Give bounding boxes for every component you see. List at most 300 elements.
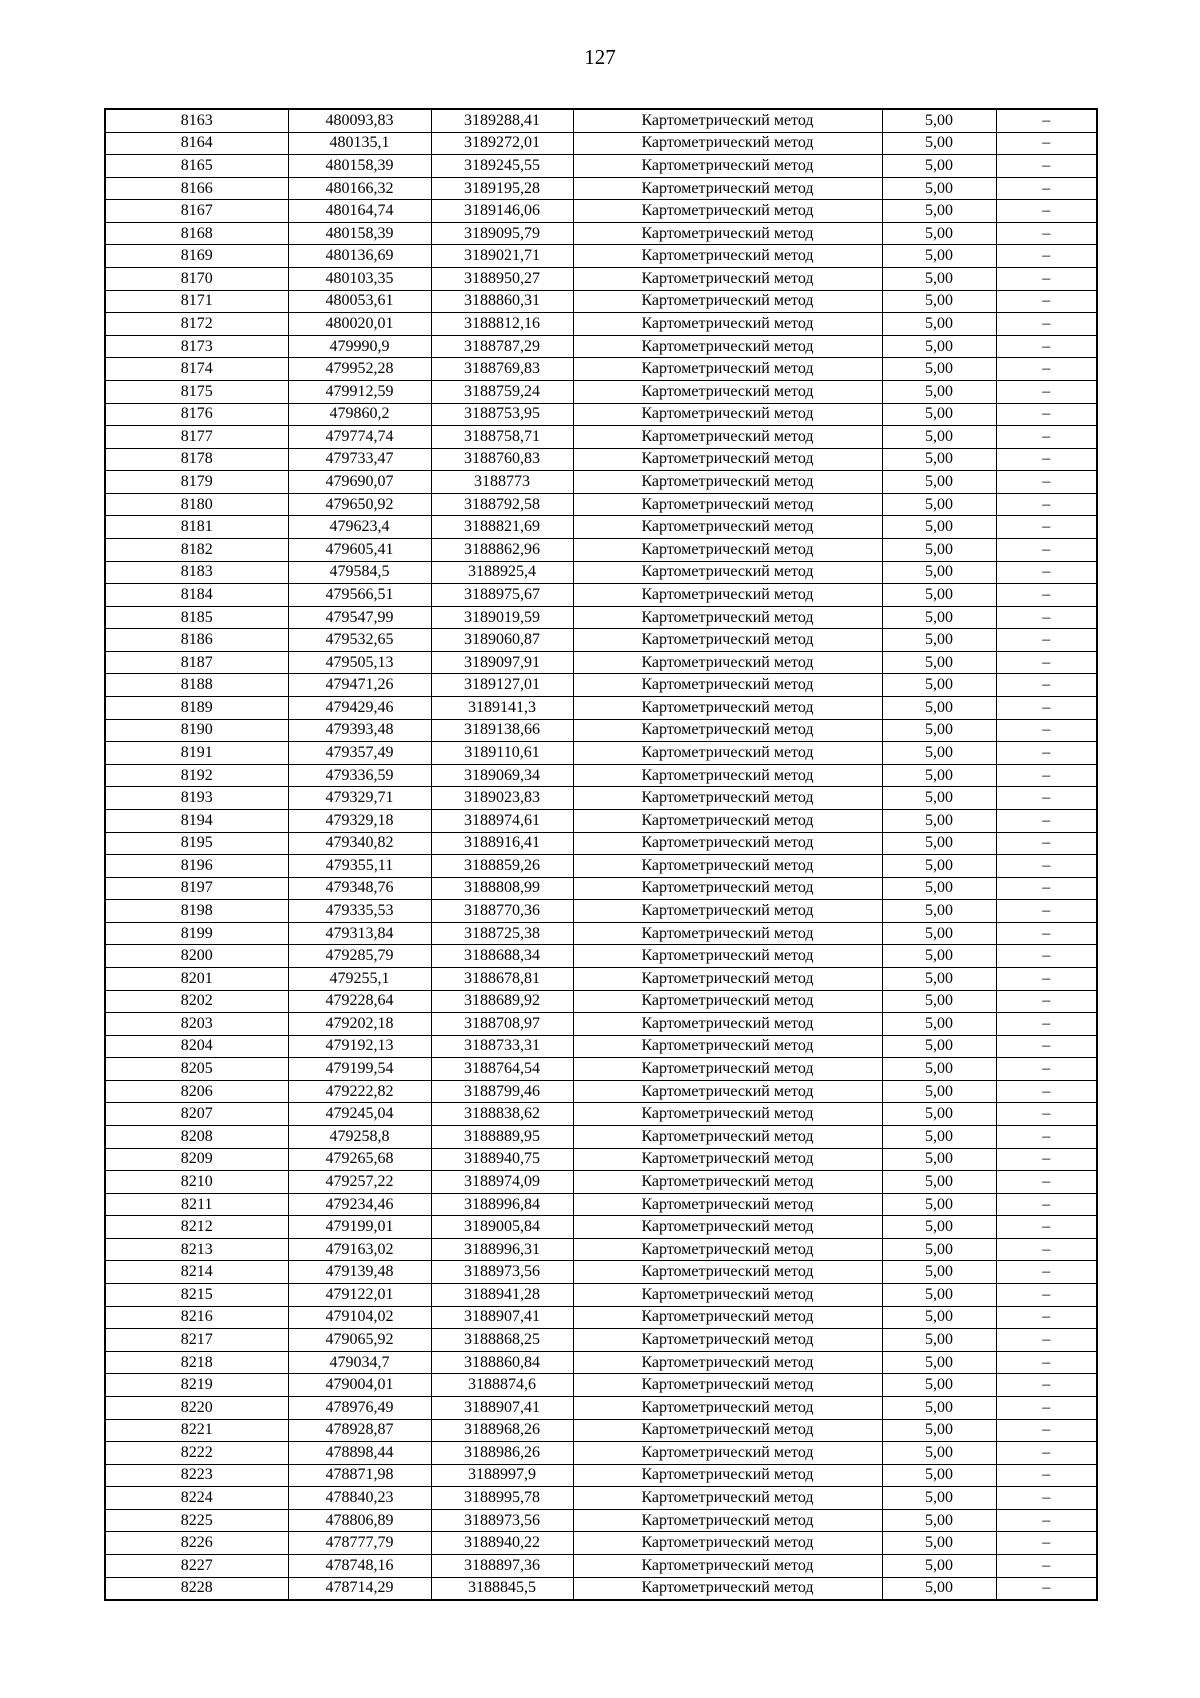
table-row [105, 516, 1097, 539]
point-number-cell: 8174 [105, 358, 288, 381]
x-coordinate-cell: 480103,35 [288, 268, 431, 291]
description-cell: – [996, 1126, 1097, 1149]
coordinates-table [104, 108, 1098, 1601]
y-coordinate-cell: 3188733,31 [431, 1035, 573, 1058]
accuracy-cell: 5,00 [882, 380, 996, 403]
accuracy-cell: 5,00 [882, 1080, 996, 1103]
point-number-cell: 8176 [105, 403, 288, 426]
table-row [105, 584, 1097, 607]
point-number-cell: 8226 [105, 1532, 288, 1555]
method-cell: Картометрический метод [573, 561, 882, 584]
point-number-cell: 8167 [105, 200, 288, 223]
y-coordinate-cell: 3188925,4 [431, 561, 573, 584]
method-cell: Картометрический метод [573, 1035, 882, 1058]
table-row [105, 1374, 1097, 1397]
method-cell: Картометрический метод [573, 719, 882, 742]
table-row [105, 1329, 1097, 1352]
description-cell: – [996, 877, 1097, 900]
point-number-cell: 8209 [105, 1148, 288, 1171]
y-coordinate-cell: 3189023,83 [431, 787, 573, 810]
method-cell: Картометрический метод [573, 651, 882, 674]
x-coordinate-cell: 479199,54 [288, 1058, 431, 1081]
x-coordinate-cell: 480093,83 [288, 109, 431, 132]
description-cell: – [996, 651, 1097, 674]
table-row [105, 1419, 1097, 1442]
accuracy-cell: 5,00 [882, 719, 996, 742]
method-cell: Картометрический метод [573, 493, 882, 516]
accuracy-cell: 5,00 [882, 606, 996, 629]
x-coordinate-cell: 480166,32 [288, 177, 431, 200]
y-coordinate-cell: 3188821,69 [431, 516, 573, 539]
y-coordinate-cell: 3188916,41 [431, 832, 573, 855]
method-cell: Картометрический метод [573, 1171, 882, 1194]
table-row [105, 697, 1097, 720]
point-number-cell: 8165 [105, 155, 288, 178]
description-cell: – [996, 245, 1097, 268]
y-coordinate-cell: 3188968,26 [431, 1419, 573, 1442]
description-cell: – [996, 448, 1097, 471]
description-cell: – [996, 471, 1097, 494]
table-row [105, 719, 1097, 742]
point-number-cell: 8166 [105, 177, 288, 200]
method-cell: Картометрический метод [573, 674, 882, 697]
x-coordinate-cell: 480164,74 [288, 200, 431, 223]
x-coordinate-cell: 479566,51 [288, 584, 431, 607]
table-row [105, 967, 1097, 990]
point-number-cell: 8172 [105, 313, 288, 336]
description-cell: – [996, 742, 1097, 765]
y-coordinate-cell: 3188995,78 [431, 1487, 573, 1510]
x-coordinate-cell: 479034,7 [288, 1351, 431, 1374]
accuracy-cell: 5,00 [882, 109, 996, 132]
description-cell: – [996, 1509, 1097, 1532]
description-cell: – [996, 380, 1097, 403]
x-coordinate-cell: 479335,53 [288, 900, 431, 923]
description-cell: – [996, 1351, 1097, 1374]
table-row [105, 155, 1097, 178]
x-coordinate-cell: 480158,39 [288, 222, 431, 245]
point-number-cell: 8190 [105, 719, 288, 742]
description-cell: – [996, 1419, 1097, 1442]
description-cell: – [996, 493, 1097, 516]
table-row [105, 1171, 1097, 1194]
point-number-cell: 8213 [105, 1238, 288, 1261]
accuracy-cell: 5,00 [882, 1351, 996, 1374]
x-coordinate-cell: 479429,46 [288, 697, 431, 720]
accuracy-cell: 5,00 [882, 1419, 996, 1442]
description-cell: – [996, 1035, 1097, 1058]
x-coordinate-cell: 478748,16 [288, 1555, 431, 1578]
method-cell: Картометрический метод [573, 742, 882, 765]
point-number-cell: 8206 [105, 1080, 288, 1103]
x-coordinate-cell: 479340,82 [288, 832, 431, 855]
table-row [105, 1013, 1097, 1036]
accuracy-cell: 5,00 [882, 990, 996, 1013]
table-row [105, 268, 1097, 291]
description-cell: – [996, 290, 1097, 313]
accuracy-cell: 5,00 [882, 222, 996, 245]
method-cell: Картометрический метод [573, 1464, 882, 1487]
method-cell: Картометрический метод [573, 380, 882, 403]
point-number-cell: 8222 [105, 1442, 288, 1465]
method-cell: Картометрический метод [573, 403, 882, 426]
accuracy-cell: 5,00 [882, 245, 996, 268]
table-row [105, 1351, 1097, 1374]
method-cell: Картометрический метод [573, 1577, 882, 1600]
x-coordinate-cell: 479163,02 [288, 1238, 431, 1261]
y-coordinate-cell: 3188769,83 [431, 358, 573, 381]
x-coordinate-cell: 479122,01 [288, 1284, 431, 1307]
y-coordinate-cell: 3189069,34 [431, 764, 573, 787]
page-number: 127 [584, 45, 616, 69]
y-coordinate-cell: 3189005,84 [431, 1216, 573, 1239]
method-cell: Картометрический метод [573, 1487, 882, 1510]
y-coordinate-cell: 3188889,95 [431, 1126, 573, 1149]
y-coordinate-cell: 3188950,27 [431, 268, 573, 291]
x-coordinate-cell: 479733,47 [288, 448, 431, 471]
x-coordinate-cell: 479690,07 [288, 471, 431, 494]
method-cell: Картометрический метод [573, 855, 882, 878]
accuracy-cell: 5,00 [882, 561, 996, 584]
accuracy-cell: 5,00 [882, 1261, 996, 1284]
x-coordinate-cell: 478840,23 [288, 1487, 431, 1510]
point-number-cell: 8177 [105, 426, 288, 449]
point-number-cell: 8218 [105, 1351, 288, 1374]
table-row [105, 1532, 1097, 1555]
accuracy-cell: 5,00 [882, 426, 996, 449]
y-coordinate-cell: 3189245,55 [431, 155, 573, 178]
description-cell: – [996, 900, 1097, 923]
method-cell: Картометрический метод [573, 222, 882, 245]
method-cell: Картометрический метод [573, 1126, 882, 1149]
x-coordinate-cell: 479192,13 [288, 1035, 431, 1058]
method-cell: Картометрический метод [573, 809, 882, 832]
x-coordinate-cell: 478806,89 [288, 1509, 431, 1532]
accuracy-cell: 5,00 [882, 538, 996, 561]
accuracy-cell: 5,00 [882, 900, 996, 923]
description-cell: – [996, 584, 1097, 607]
description-cell: – [996, 1193, 1097, 1216]
point-number-cell: 8228 [105, 1577, 288, 1600]
y-coordinate-cell: 3188997,9 [431, 1464, 573, 1487]
method-cell: Картометрический метод [573, 1396, 882, 1419]
method-cell: Картометрический метод [573, 832, 882, 855]
point-number-cell: 8189 [105, 697, 288, 720]
y-coordinate-cell: 3188974,09 [431, 1171, 573, 1194]
table-row [105, 1577, 1097, 1600]
x-coordinate-cell: 479199,01 [288, 1216, 431, 1239]
description-cell: – [996, 177, 1097, 200]
point-number-cell: 8214 [105, 1261, 288, 1284]
table-row [105, 832, 1097, 855]
description-cell: – [996, 1216, 1097, 1239]
x-coordinate-cell: 479605,41 [288, 538, 431, 561]
y-coordinate-cell: 3188874,6 [431, 1374, 573, 1397]
y-coordinate-cell: 3188760,83 [431, 448, 573, 471]
y-coordinate-cell: 3189127,01 [431, 674, 573, 697]
method-cell: Картометрический метод [573, 538, 882, 561]
accuracy-cell: 5,00 [882, 1035, 996, 1058]
y-coordinate-cell: 3188753,95 [431, 403, 573, 426]
point-number-cell: 8170 [105, 268, 288, 291]
accuracy-cell: 5,00 [882, 809, 996, 832]
y-coordinate-cell: 3188845,5 [431, 1577, 573, 1600]
x-coordinate-cell: 478871,98 [288, 1464, 431, 1487]
point-number-cell: 8178 [105, 448, 288, 471]
description-cell: – [996, 132, 1097, 155]
x-coordinate-cell: 479774,74 [288, 426, 431, 449]
x-coordinate-cell: 479065,92 [288, 1329, 431, 1352]
x-coordinate-cell: 479202,18 [288, 1013, 431, 1036]
table-row [105, 109, 1097, 132]
accuracy-cell: 5,00 [882, 1103, 996, 1126]
accuracy-cell: 5,00 [882, 516, 996, 539]
table-row [105, 855, 1097, 878]
point-number-cell: 8186 [105, 629, 288, 652]
method-cell: Картометрический метод [573, 1238, 882, 1261]
description-cell: – [996, 155, 1097, 178]
description-cell: – [996, 1577, 1097, 1600]
accuracy-cell: 5,00 [882, 1329, 996, 1352]
y-coordinate-cell: 3188758,71 [431, 426, 573, 449]
table-row [105, 1442, 1097, 1465]
accuracy-cell: 5,00 [882, 697, 996, 720]
description-cell: – [996, 719, 1097, 742]
y-coordinate-cell: 3188770,36 [431, 900, 573, 923]
x-coordinate-cell: 478898,44 [288, 1442, 431, 1465]
accuracy-cell: 5,00 [882, 945, 996, 968]
table-row [105, 1555, 1097, 1578]
x-coordinate-cell: 479357,49 [288, 742, 431, 765]
point-number-cell: 8203 [105, 1013, 288, 1036]
method-cell: Картометрический метод [573, 945, 882, 968]
y-coordinate-cell: 3188708,97 [431, 1013, 573, 1036]
y-coordinate-cell: 3188860,84 [431, 1351, 573, 1374]
method-cell: Картометрический метод [573, 1284, 882, 1307]
accuracy-cell: 5,00 [882, 1487, 996, 1510]
table-row [105, 1148, 1097, 1171]
table-row [105, 1216, 1097, 1239]
y-coordinate-cell: 3189021,71 [431, 245, 573, 268]
method-cell: Картометрический метод [573, 584, 882, 607]
accuracy-cell: 5,00 [882, 855, 996, 878]
accuracy-cell: 5,00 [882, 629, 996, 652]
accuracy-cell: 5,00 [882, 1148, 996, 1171]
table-row [105, 900, 1097, 923]
accuracy-cell: 5,00 [882, 764, 996, 787]
y-coordinate-cell: 3189141,3 [431, 697, 573, 720]
accuracy-cell: 5,00 [882, 832, 996, 855]
table-row [105, 1261, 1097, 1284]
x-coordinate-cell: 480020,01 [288, 313, 431, 336]
accuracy-cell: 5,00 [882, 1238, 996, 1261]
accuracy-cell: 5,00 [882, 674, 996, 697]
method-cell: Картометрический метод [573, 697, 882, 720]
point-number-cell: 8188 [105, 674, 288, 697]
point-number-cell: 8215 [105, 1284, 288, 1307]
x-coordinate-cell: 478777,79 [288, 1532, 431, 1555]
method-cell: Картометрический метод [573, 1419, 882, 1442]
accuracy-cell: 5,00 [882, 1396, 996, 1419]
y-coordinate-cell: 3189288,41 [431, 109, 573, 132]
accuracy-cell: 5,00 [882, 358, 996, 381]
table-row [105, 787, 1097, 810]
method-cell: Картометрический метод [573, 1058, 882, 1081]
table-row [105, 809, 1097, 832]
description-cell: – [996, 516, 1097, 539]
description-cell: – [996, 1148, 1097, 1171]
method-cell: Картометрический метод [573, 1329, 882, 1352]
table-row [105, 1035, 1097, 1058]
method-cell: Картометрический метод [573, 313, 882, 336]
method-cell: Картометрический метод [573, 922, 882, 945]
y-coordinate-cell: 3189272,01 [431, 132, 573, 155]
accuracy-cell: 5,00 [882, 967, 996, 990]
y-coordinate-cell: 3188678,81 [431, 967, 573, 990]
x-coordinate-cell: 479336,59 [288, 764, 431, 787]
method-cell: Картометрический метод [573, 177, 882, 200]
point-number-cell: 8169 [105, 245, 288, 268]
y-coordinate-cell: 3188792,58 [431, 493, 573, 516]
table-row [105, 945, 1097, 968]
accuracy-cell: 5,00 [882, 448, 996, 471]
table-row [105, 877, 1097, 900]
point-number-cell: 8205 [105, 1058, 288, 1081]
accuracy-cell: 5,00 [882, 1284, 996, 1307]
x-coordinate-cell: 479355,11 [288, 855, 431, 878]
table-row [105, 629, 1097, 652]
x-coordinate-cell: 480135,1 [288, 132, 431, 155]
point-number-cell: 8195 [105, 832, 288, 855]
point-number-cell: 8197 [105, 877, 288, 900]
method-cell: Картометрический метод [573, 900, 882, 923]
point-number-cell: 8212 [105, 1216, 288, 1239]
y-coordinate-cell: 3188940,75 [431, 1148, 573, 1171]
description-cell: – [996, 787, 1097, 810]
point-number-cell: 8171 [105, 290, 288, 313]
table-row [105, 313, 1097, 336]
y-coordinate-cell: 3188838,62 [431, 1103, 573, 1126]
method-cell: Картометрический метод [573, 245, 882, 268]
x-coordinate-cell: 479393,48 [288, 719, 431, 742]
method-cell: Картометрический метод [573, 1193, 882, 1216]
point-number-cell: 8180 [105, 493, 288, 516]
description-cell: – [996, 403, 1097, 426]
method-cell: Картометрический метод [573, 1532, 882, 1555]
description-cell: – [996, 200, 1097, 223]
table-row [105, 403, 1097, 426]
point-number-cell: 8182 [105, 538, 288, 561]
description-cell: – [996, 922, 1097, 945]
y-coordinate-cell: 3188688,34 [431, 945, 573, 968]
y-coordinate-cell: 3189138,66 [431, 719, 573, 742]
point-number-cell: 8192 [105, 764, 288, 787]
x-coordinate-cell: 479860,2 [288, 403, 431, 426]
description-cell: – [996, 1464, 1097, 1487]
description-cell: – [996, 809, 1097, 832]
table-row [105, 1487, 1097, 1510]
accuracy-cell: 5,00 [882, 1577, 996, 1600]
x-coordinate-cell: 479255,1 [288, 967, 431, 990]
point-number-cell: 8221 [105, 1419, 288, 1442]
x-coordinate-cell: 479471,26 [288, 674, 431, 697]
method-cell: Картометрический метод [573, 967, 882, 990]
description-cell: – [996, 538, 1097, 561]
x-coordinate-cell: 479990,9 [288, 335, 431, 358]
method-cell: Картометрический метод [573, 1013, 882, 1036]
description-cell: – [996, 1374, 1097, 1397]
y-coordinate-cell: 3188808,99 [431, 877, 573, 900]
y-coordinate-cell: 3188689,92 [431, 990, 573, 1013]
method-cell: Картометрический метод [573, 426, 882, 449]
point-number-cell: 8173 [105, 335, 288, 358]
description-cell: – [996, 1442, 1097, 1465]
method-cell: Картометрический метод [573, 471, 882, 494]
description-cell: – [996, 1058, 1097, 1081]
accuracy-cell: 5,00 [882, 335, 996, 358]
method-cell: Картометрический метод [573, 1103, 882, 1126]
point-number-cell: 8200 [105, 945, 288, 968]
x-coordinate-cell: 479104,02 [288, 1306, 431, 1329]
x-coordinate-cell: 479952,28 [288, 358, 431, 381]
accuracy-cell: 5,00 [882, 922, 996, 945]
accuracy-cell: 5,00 [882, 787, 996, 810]
point-number-cell: 8224 [105, 1487, 288, 1510]
description-cell: – [996, 967, 1097, 990]
x-coordinate-cell: 479228,64 [288, 990, 431, 1013]
description-cell: – [996, 313, 1097, 336]
y-coordinate-cell: 3188941,28 [431, 1284, 573, 1307]
method-cell: Картометрический метод [573, 1509, 882, 1532]
description-cell: – [996, 945, 1097, 968]
accuracy-cell: 5,00 [882, 1374, 996, 1397]
point-number-cell: 8217 [105, 1329, 288, 1352]
accuracy-cell: 5,00 [882, 1532, 996, 1555]
method-cell: Картометрический метод [573, 448, 882, 471]
x-coordinate-cell: 478976,49 [288, 1396, 431, 1419]
accuracy-cell: 5,00 [882, 493, 996, 516]
point-number-cell: 8163 [105, 109, 288, 132]
x-coordinate-cell: 479245,04 [288, 1103, 431, 1126]
table-row [105, 132, 1097, 155]
description-cell: – [996, 764, 1097, 787]
point-number-cell: 8201 [105, 967, 288, 990]
table-row [105, 1306, 1097, 1329]
method-cell: Картометрический метод [573, 200, 882, 223]
point-number-cell: 8198 [105, 900, 288, 923]
point-number-cell: 8210 [105, 1171, 288, 1194]
method-cell: Картометрический метод [573, 132, 882, 155]
description-cell: – [996, 1261, 1097, 1284]
x-coordinate-cell: 479004,01 [288, 1374, 431, 1397]
description-cell: – [996, 358, 1097, 381]
point-number-cell: 8191 [105, 742, 288, 765]
point-number-cell: 8199 [105, 922, 288, 945]
accuracy-cell: 5,00 [882, 1193, 996, 1216]
y-coordinate-cell: 3189110,61 [431, 742, 573, 765]
method-cell: Картометрический метод [573, 516, 882, 539]
y-coordinate-cell: 3188862,96 [431, 538, 573, 561]
description-cell: – [996, 1329, 1097, 1352]
table-row [105, 493, 1097, 516]
table-row [105, 1058, 1097, 1081]
y-coordinate-cell: 3188907,41 [431, 1396, 573, 1419]
point-number-cell: 8204 [105, 1035, 288, 1058]
point-number-cell: 8194 [105, 809, 288, 832]
y-coordinate-cell: 3189146,06 [431, 200, 573, 223]
accuracy-cell: 5,00 [882, 177, 996, 200]
x-coordinate-cell: 479348,76 [288, 877, 431, 900]
